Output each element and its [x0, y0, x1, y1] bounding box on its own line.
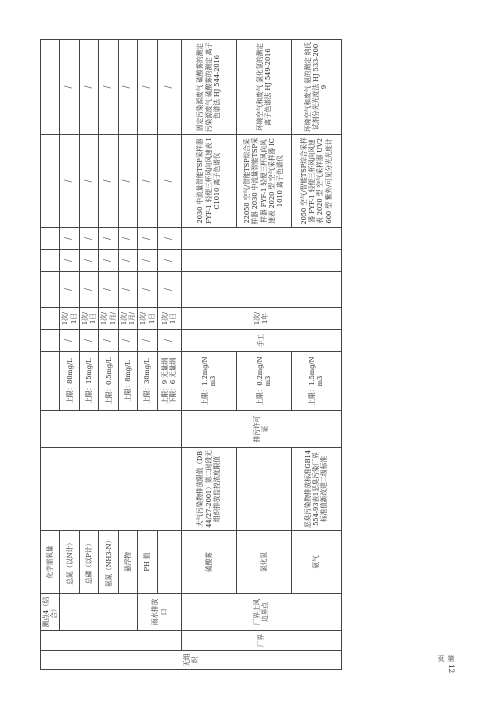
slash-mark: / [118, 228, 137, 250]
point-cell: 厂界上风边界点 [181, 594, 341, 631]
slash-mark: / [118, 250, 137, 272]
slash-mark: / [60, 135, 79, 228]
factor-cell: 氨气 [291, 531, 341, 594]
instrument-cell: 2030 中流量智能TSP采样器 FYF-1 轻便三杯风向风速表 IC1010 离子色谱仪 [181, 135, 236, 228]
slash-mark: / [60, 272, 79, 308]
method-cell [41, 40, 60, 135]
limit-cell: 上限：9 无量纲 下限：6 无量纲 [157, 352, 181, 411]
slash-mark: / [79, 330, 98, 352]
mode-cell: 手工 [181, 330, 341, 352]
slash-mark: / [118, 135, 137, 228]
category-cell: 无组织 [41, 651, 342, 670]
table-row [99, 40, 118, 670]
method-cell: 环境空气和废气 氨的测定 纳氏试剂分光光度法 HJ 533-2009 [291, 40, 341, 135]
limit-cell: 上限：8mg/L [118, 352, 137, 411]
group-cell-empty [41, 631, 182, 651]
slash-mark: / [60, 40, 79, 135]
limit-cell: 上限：1.2mg/Nm3 [181, 352, 236, 411]
limit-cell: 上限：0.2mg/Nm3 [236, 352, 291, 411]
permit-cell-empty [41, 411, 182, 448]
table-row [118, 40, 137, 670]
instrument-cell: 2050 空气/智能TSP综合采样器 FYF-1 轻便三杯风向风速表 2020 型 空气采样器 UV2600 型 紫外/可见分光光度计 [291, 135, 341, 228]
slash-mark: / [138, 40, 157, 135]
table-row [157, 40, 181, 670]
standard-cell: 大气污染物排放限值（DB44/27-2001）第二时段无组织排放监控浓度限值 [181, 448, 236, 531]
slash-mark: / [138, 135, 157, 228]
slash-mark: / [157, 228, 181, 250]
factor-cell: 氨氮（NH3-N） [99, 531, 118, 594]
slash-mark: / [138, 250, 157, 272]
slash-mark: / [79, 250, 98, 272]
slash-mark: / [99, 272, 118, 308]
freq-cell: 1次/1年 [181, 308, 341, 330]
slash-mark: / [60, 250, 79, 272]
freq-cell: 1次/1日 [138, 308, 157, 330]
limit-cell: 上限：15mg/L [79, 352, 98, 411]
table-row [138, 40, 157, 670]
slash-mark: / [157, 330, 181, 352]
slash-mark: / [138, 330, 157, 352]
sample-cell [41, 272, 60, 308]
method-cell: 环境空气和废气 氯化氢的测定 离子色谱法 HJ 549-2016 [236, 40, 291, 135]
slash-mark: / [99, 40, 118, 135]
limit-cell: 上限：80mg/L [60, 352, 79, 411]
slash-mark: / [138, 228, 157, 250]
slash-mark: / [157, 40, 181, 135]
freq-cell: 1次/1月/ [118, 308, 137, 330]
freq-cell: 1次/1日 [79, 308, 98, 330]
point-cell: 测点4（结合） [41, 594, 60, 631]
slash-mark: / [157, 272, 181, 308]
table-row [79, 40, 98, 670]
group-cell: 厂界 [181, 631, 341, 651]
point-cell: 雨水排放口 [138, 594, 181, 631]
table-row [181, 40, 236, 670]
method-cell: 固定污染源废气 硫酸雾的测定 污染源废气 硫酸雾的测定 离子色谱法 HJ 544-2016 [181, 40, 236, 135]
rotated-table-wrapper [40, 40, 333, 670]
table-row [236, 40, 291, 670]
standard-cell: 恶臭污染物排放标准GB14554-93表1恶臭污染厂界标准值新改建二级标准 [291, 448, 341, 531]
instrument-cell [41, 135, 60, 228]
standard-cell-empty [41, 448, 182, 531]
factor-cell: 化学需氧量 [41, 531, 60, 594]
limit-cell: 上限：1.5mg/Nm3 [291, 352, 341, 411]
standard-cell-empty [236, 448, 291, 531]
slash-mark: / [79, 135, 98, 228]
slash-mark: / [79, 272, 98, 308]
page-number: 第 12 页 [437, 655, 455, 674]
slash-mark: / [60, 228, 79, 250]
slash-mark: / [118, 272, 137, 308]
limit-cell [41, 352, 60, 411]
slash-mark: / [138, 272, 157, 308]
freq-cell: 1次/1月/ [99, 308, 118, 330]
slash-mark: / [99, 330, 118, 352]
factor-cell: PH 值 [138, 531, 157, 594]
slash-mark: / [99, 228, 118, 250]
instrument-cell: 22050 空气/智能TSP综合采样器 2030 中流量智能TSP采样器 FYF-1 轻便三杯风向风速表 2020 型 空气采样器 IC1010 离子色谱仪 [236, 135, 291, 228]
limit-cell: 上限：30mg/L [138, 352, 157, 411]
slash-mark: / [157, 250, 181, 272]
sample-cell [181, 272, 341, 308]
freq-cell: 1次/1日 [157, 308, 181, 330]
slash-mark: / [79, 40, 98, 135]
extra-cell [181, 228, 341, 250]
table-row [41, 40, 60, 670]
extra-cell [41, 228, 60, 250]
slash-mark: / [79, 228, 98, 250]
factor-cell: 总磷（以P计） [79, 531, 98, 594]
slash-mark: / [118, 330, 137, 352]
table-row [60, 40, 79, 670]
freq-cell [41, 308, 60, 330]
slash-mark: / [99, 250, 118, 272]
factor-cell: 总氮（以N计） [60, 531, 79, 594]
limit-cell: 上限：0.5mg/L [99, 352, 118, 411]
slash-mark: / [157, 135, 181, 228]
table-row [291, 40, 341, 670]
slash-mark: / [60, 330, 79, 352]
permit-cell: 排污许可证 [181, 411, 341, 448]
factor-cell: 悬浮物 [118, 531, 137, 594]
slash-mark: / [99, 135, 118, 228]
mode-cell [41, 330, 60, 352]
note-cell [41, 250, 60, 272]
freq-cell: 1次/1日 [60, 308, 79, 330]
factor-cell: 硫酸雾 [181, 531, 236, 594]
point-cell-empty [60, 594, 138, 631]
monitoring-table [40, 39, 342, 670]
factor-cell: 氯化氢 [236, 531, 291, 594]
slash-mark: / [118, 40, 137, 135]
factor-cell [157, 531, 181, 594]
note-cell [181, 250, 341, 272]
